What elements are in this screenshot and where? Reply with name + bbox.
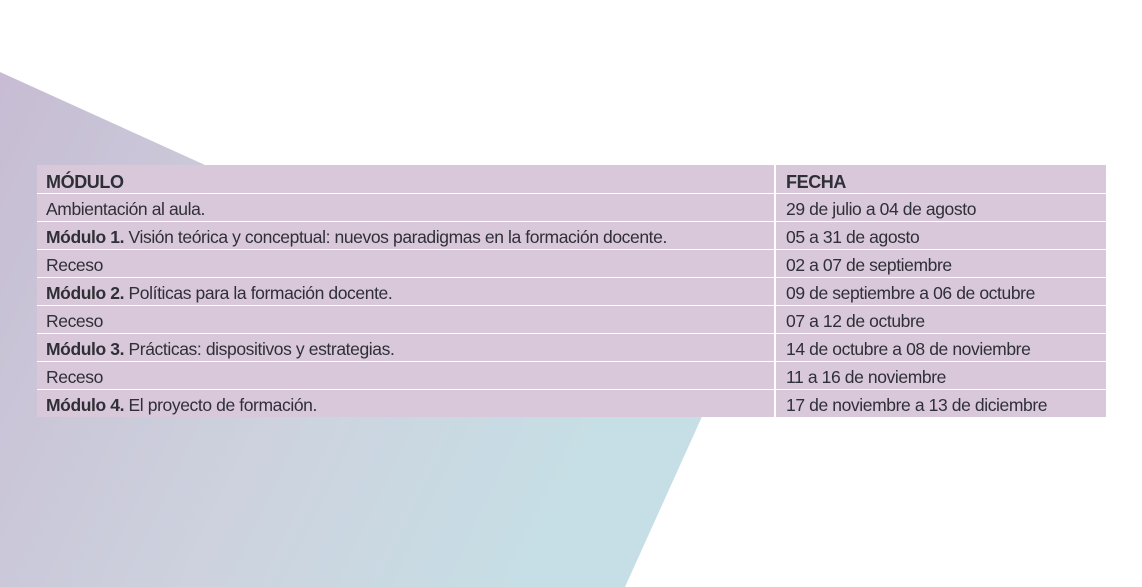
module-prefix: Módulo 3.	[46, 339, 125, 359]
module-cell	[37, 249, 775, 277]
module-title: Ambientación al aula.	[46, 199, 205, 219]
header-module: MÓDULO	[37, 165, 775, 193]
schedule-table	[37, 165, 1106, 417]
module-cell	[37, 389, 775, 417]
module-cell	[37, 305, 775, 333]
module-title: Receso	[46, 255, 103, 275]
date-cell: 02 a 07 de septiembre	[775, 249, 1106, 277]
date-cell: 05 a 31 de agosto	[775, 221, 1106, 249]
module-title: Políticas para la formación docente.	[124, 283, 393, 303]
table-row	[37, 333, 1106, 361]
date-cell: 14 de octubre a 08 de noviembre	[775, 333, 1106, 361]
module-title: Prácticas: dispositivos y estrategias.	[124, 339, 395, 359]
date-cell: 17 de noviembre a 13 de diciembre	[775, 389, 1106, 417]
table-row	[37, 277, 1106, 305]
module-prefix: Módulo 1.	[46, 227, 125, 247]
module-title: Receso	[46, 367, 103, 387]
header-date: FECHA	[775, 165, 1106, 193]
table-row	[37, 361, 1106, 389]
table-row	[37, 221, 1106, 249]
module-prefix: Módulo 2.	[46, 283, 125, 303]
module-cell	[37, 277, 775, 305]
date-cell: 07 a 12 de octubre	[775, 305, 1106, 333]
table-row	[37, 193, 1106, 221]
table-row	[37, 305, 1106, 333]
date-cell: 11 a 16 de noviembre	[775, 361, 1106, 389]
module-cell	[37, 221, 775, 249]
module-cell	[37, 193, 775, 221]
module-cell	[37, 361, 775, 389]
module-cell	[37, 333, 775, 361]
module-prefix: Módulo 4.	[46, 395, 125, 416]
table-header-row	[37, 165, 1106, 193]
date-cell: 09 de septiembre a 06 de octubre	[775, 277, 1106, 305]
table-row	[37, 389, 1106, 417]
module-title: El proyecto de formación.	[124, 395, 317, 416]
table-row	[37, 249, 1106, 277]
module-title: Visión teórica y conceptual: nuevos paradigmas en la formación docente.	[124, 227, 667, 247]
module-title: Receso	[46, 311, 103, 331]
date-cell: 29 de julio a 04 de agosto	[775, 193, 1106, 221]
